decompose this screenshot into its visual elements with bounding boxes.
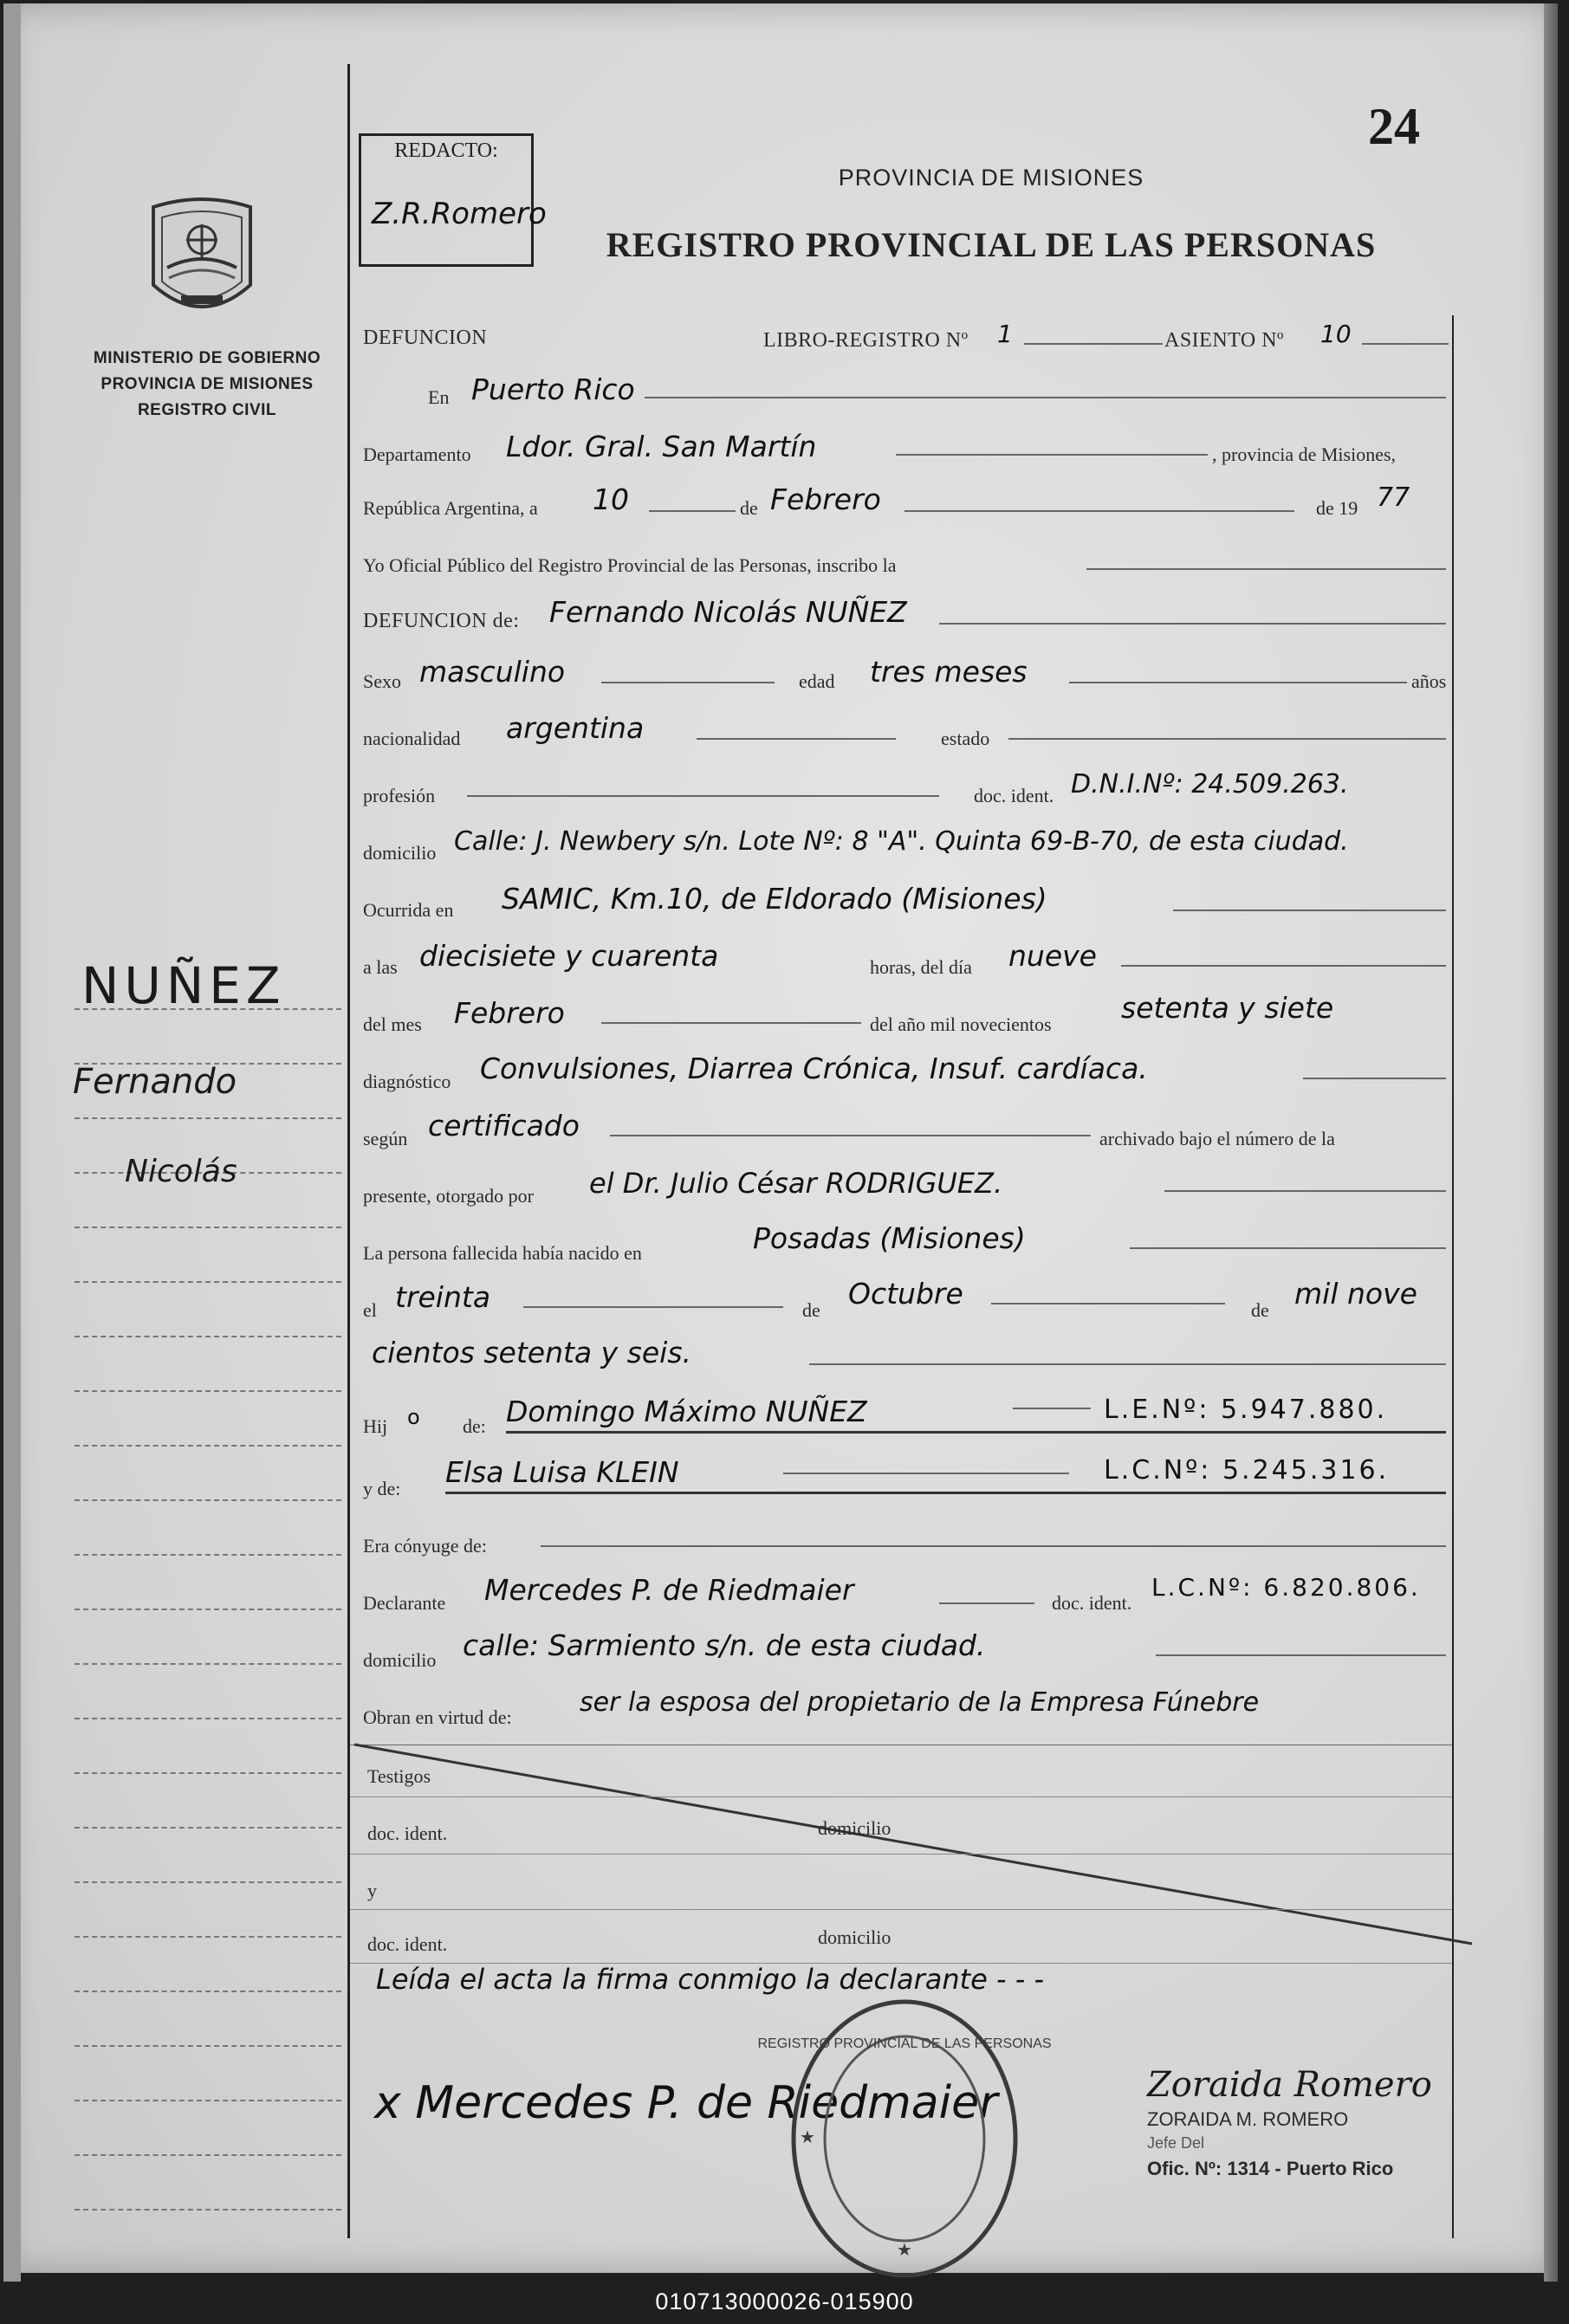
decl-domicilio-value: calle: Sarmiento s/n. de esta ciudad.	[463, 1628, 986, 1662]
edad-underline	[1069, 682, 1407, 683]
decl-domicilio-label: domicilio	[363, 1649, 437, 1671]
mother-doc: L.C.Nº: 5.245.316.	[1104, 1455, 1390, 1486]
margin-given-name-2: Nicolás	[125, 1154, 237, 1189]
month-underline	[904, 510, 1294, 512]
provincial-crest-icon	[146, 198, 257, 327]
father-name: Domingo Máximo NUÑEZ	[506, 1395, 867, 1428]
de2-label: de	[802, 1299, 820, 1321]
margin-ruled-line	[75, 1991, 341, 1993]
province-heading: PROVINCIA DE MISIONES	[838, 165, 1144, 191]
mother-name: Elsa Luisa KLEIN	[445, 1455, 679, 1489]
redacto-label: REDACTO:	[394, 139, 498, 162]
diagnostico-value: Convulsiones, Diarrea Crónica, Insuf. cardíaca.	[480, 1052, 1148, 1085]
year-prefix: de 19	[1316, 497, 1358, 519]
margin-ruled-line	[75, 1554, 341, 1557]
presente-value: el Dr. Julio César RODRIGUEZ.	[589, 1167, 1003, 1200]
ocurrida-value: SAMIC, Km.10, de Eldorado (Misiones)	[502, 882, 1047, 916]
margin-ruled-line	[75, 1663, 341, 1666]
obran-label: Obran en virtud de:	[363, 1706, 512, 1728]
horas-label: horas, del día	[870, 956, 972, 978]
diagnostico-underline	[1303, 1078, 1446, 1079]
day-underline	[649, 510, 736, 512]
ministry-line3: REGISTRO CIVIL	[137, 401, 277, 419]
a-las-value: diecisiete y cuarenta	[419, 939, 719, 973]
ano-value: setenta y siete	[1121, 991, 1334, 1025]
domicilio2-label: domicilio	[818, 1926, 891, 1948]
nacido-underline	[1130, 1247, 1446, 1249]
republica-label: República Argentina, a	[363, 497, 538, 519]
segun-label: según	[363, 1128, 408, 1149]
nacionalidad-value: argentina	[506, 711, 645, 745]
declarante-underline	[939, 1602, 1034, 1604]
nacionalidad-label: nacionalidad	[363, 728, 461, 749]
closing-statement: Leída el acta la firma conmigo la declarante - - -	[376, 1963, 1045, 1996]
binding-edge	[3, 3, 21, 2282]
dia-value: nueve	[1008, 939, 1097, 973]
margin-given-name-1: Fernando	[73, 1062, 237, 1102]
libro-underline	[1024, 343, 1163, 345]
father-doc: L.E.Nº: 5.947.880.	[1104, 1395, 1388, 1425]
doc-ident-value: D.N.I.Nº: 24.509.263.	[1071, 769, 1349, 799]
year-value: 77	[1377, 482, 1410, 513]
hijo-de-label: de:	[463, 1415, 486, 1437]
segun-value: certificado	[428, 1109, 580, 1143]
nacido-value: Posadas (Misiones)	[753, 1221, 1026, 1255]
el-value: treinta	[395, 1280, 491, 1314]
declarante-doc-value: L.C.Nº: 6.820.806.	[1151, 1573, 1421, 1602]
en-label: En	[428, 386, 450, 408]
edad-value: tres meses	[870, 655, 1028, 689]
redacto-box	[359, 133, 547, 267]
margin-ruled-line	[75, 1281, 341, 1284]
mother-dash	[783, 1473, 1069, 1474]
edad-label: edad	[799, 670, 835, 692]
birth-year-value-2: cientos setenta y seis.	[372, 1336, 692, 1369]
official-name: ZORAIDA M. ROMERO	[1147, 2108, 1349, 2130]
official-signature-block	[1147, 2065, 1476, 2180]
ministry-heading	[64, 346, 350, 424]
oficial-underline	[1086, 568, 1446, 570]
a-las-label: a las	[363, 956, 398, 978]
declarante-signature: x Mercedes P. de Riedmaier	[374, 2077, 998, 2129]
margin-ruled-line	[75, 1445, 341, 1447]
stamp-text: REGISTRO PROVINCIAL DE LAS PERSONAS	[757, 2036, 1052, 2051]
deceased-underline	[939, 623, 1446, 625]
declarante-label: Declarante	[363, 1592, 446, 1614]
estado-label: estado	[941, 728, 990, 749]
svg-text:★: ★	[800, 2128, 815, 2147]
testigos-label: Testigos	[367, 1765, 431, 1787]
de3-label: de	[1251, 1299, 1269, 1321]
sexo-label: Sexo	[363, 670, 401, 692]
defuncion-label: DEFUNCION	[363, 327, 488, 349]
page-edge	[1544, 3, 1558, 2282]
anos-label: años	[1411, 670, 1447, 692]
domicilio-label: domicilio	[363, 842, 437, 864]
mes-underline	[601, 1022, 861, 1024]
provincia-suffix: , provincia de Misiones,	[1212, 443, 1397, 465]
ministry-line2: PROVINCIA DE MISIONES	[100, 375, 314, 393]
father-dash	[1013, 1408, 1091, 1409]
birth-year-underline	[809, 1363, 1446, 1365]
doc-ident2-label: doc. ident.	[367, 1933, 448, 1955]
testigos-underline	[350, 1796, 1452, 1797]
departamento-value: Ldor. Gral. San Martín	[506, 430, 817, 463]
margin-ruled-line	[75, 1227, 341, 1229]
decl-domicilio-underline	[1156, 1654, 1446, 1656]
obran-value: ser la esposa del propietario de la Empresa Fúnebre	[580, 1687, 1260, 1718]
diagnostico-label: diagnóstico	[363, 1071, 451, 1092]
doc-ident-label: doc. ident.	[974, 785, 1054, 806]
oficial-text: Yo Oficial Público del Registro Provincial de las Personas, inscribo la	[363, 554, 897, 576]
asiento-underline	[1362, 343, 1449, 345]
margin-surname: NUÑEZ	[81, 956, 286, 1015]
margin-ruled-line	[75, 1718, 341, 1720]
declarante-doc-label: doc. ident.	[1052, 1592, 1132, 1614]
official-office: Ofic. Nº: 1314 - Puerto Rico	[1147, 2158, 1394, 2179]
del-mes-label: del mes	[363, 1013, 422, 1035]
presente-underline	[1164, 1190, 1446, 1192]
conyuge-label: Era cónyuge de:	[363, 1535, 487, 1557]
deceased-name: Fernando Nicolás NUÑEZ	[549, 595, 907, 629]
conyuge-underline	[541, 1545, 1446, 1547]
witness1-underline	[350, 1854, 1452, 1855]
month-value: Febrero	[770, 482, 881, 516]
hijo-suffix: o	[407, 1405, 420, 1429]
birth-year-value-1: mil nove	[1294, 1277, 1417, 1311]
page-number: 24	[1368, 98, 1420, 155]
departamento-underline	[896, 454, 1208, 456]
margin-ruled-line	[75, 1117, 341, 1120]
witness-y-underline	[350, 1909, 1452, 1910]
profesion-underline	[467, 795, 939, 797]
document-id-footer: 010713000026-015900	[655, 2288, 914, 2314]
redacto-signature: Z.R.Romero	[372, 197, 547, 231]
margin-ruled-line	[75, 2100, 341, 2102]
archivado-label: archivado bajo el número de la	[1099, 1128, 1335, 1149]
ocurrida-underline	[1173, 910, 1446, 911]
birth-month-value: Octubre	[848, 1277, 963, 1311]
libro-label: LIBRO-REGISTRO Nº	[763, 329, 969, 352]
official-signature: Zoraida Romero	[1147, 2065, 1432, 2105]
hijo-label: Hij	[363, 1415, 388, 1437]
asiento-value: 10	[1320, 320, 1352, 348]
asiento-label: ASIENTO Nº	[1164, 329, 1284, 352]
domicilio1-label: domicilio	[818, 1817, 891, 1839]
defuncion-de-label: DEFUNCION de:	[363, 610, 520, 632]
margin-ruled-line	[75, 1390, 341, 1393]
presente-label: presente, otorgado por	[363, 1185, 534, 1207]
day-value: 10	[593, 482, 629, 516]
sexo-underline	[601, 682, 775, 683]
ocurrida-label: Ocurrida en	[363, 899, 454, 921]
domicilio-value: Calle: J. Newbery s/n. Lote Nº: 8 "A". Quinta 69-B-70, de esta ciudad.	[454, 826, 1349, 857]
libro-value: 1	[997, 320, 1013, 348]
hijo-underline	[506, 1431, 1446, 1434]
margin-ruled-line	[75, 1881, 341, 1884]
margin-ruled-line	[75, 2209, 341, 2211]
dia-underline	[1121, 965, 1446, 967]
registry-stamp-icon	[757, 1996, 1052, 2282]
margin-ruled-line	[75, 2045, 341, 2048]
y-de-underline	[445, 1492, 1446, 1494]
sexo-value: masculino	[419, 655, 566, 689]
y-de-label: y de:	[363, 1478, 401, 1499]
del-ano-label: del año mil novecientos	[870, 1013, 1052, 1035]
margin-ruled-line	[75, 2154, 341, 2157]
margin-ruled-line	[75, 1827, 341, 1829]
ministry-line1: MINISTERIO DE GOBIERNO	[93, 349, 321, 367]
margin-ruled-line	[75, 1936, 341, 1939]
profesion-label: profesión	[363, 785, 436, 806]
nacionalidad-underline	[697, 738, 896, 740]
en-value: Puerto Rico	[471, 372, 635, 406]
mes-value: Febrero	[454, 996, 565, 1030]
witness-cancel-line	[354, 1745, 1472, 1944]
en-underline	[645, 397, 1446, 398]
el-label: el	[363, 1299, 377, 1321]
margin-ruled-line	[75, 1609, 341, 1611]
departamento-label: Departamento	[363, 443, 471, 465]
svg-text:★: ★	[897, 2241, 912, 2260]
nacido-label: La persona fallecida había nacido en	[363, 1242, 642, 1264]
margin-ruled-line	[75, 1336, 341, 1338]
declarante-value: Mercedes P. de Riedmaier	[484, 1573, 854, 1607]
segun-underline	[610, 1135, 1091, 1136]
document-sheet	[3, 3, 1554, 2273]
el-underline	[523, 1306, 783, 1308]
registry-title: REGISTRO PROVINCIAL DE LAS PERSONAS	[606, 225, 1377, 264]
de-label: de	[740, 497, 758, 519]
official-role: Jefe Del	[1147, 2134, 1205, 2152]
margin-ruled-line	[75, 1772, 341, 1775]
margin-ruled-line	[75, 1499, 341, 1502]
birth-month-underline	[991, 1303, 1225, 1304]
y-label: y	[367, 1880, 377, 1901]
right-border	[1452, 315, 1454, 2238]
estado-underline	[1008, 738, 1446, 740]
doc-ident1-label: doc. ident.	[367, 1822, 448, 1844]
